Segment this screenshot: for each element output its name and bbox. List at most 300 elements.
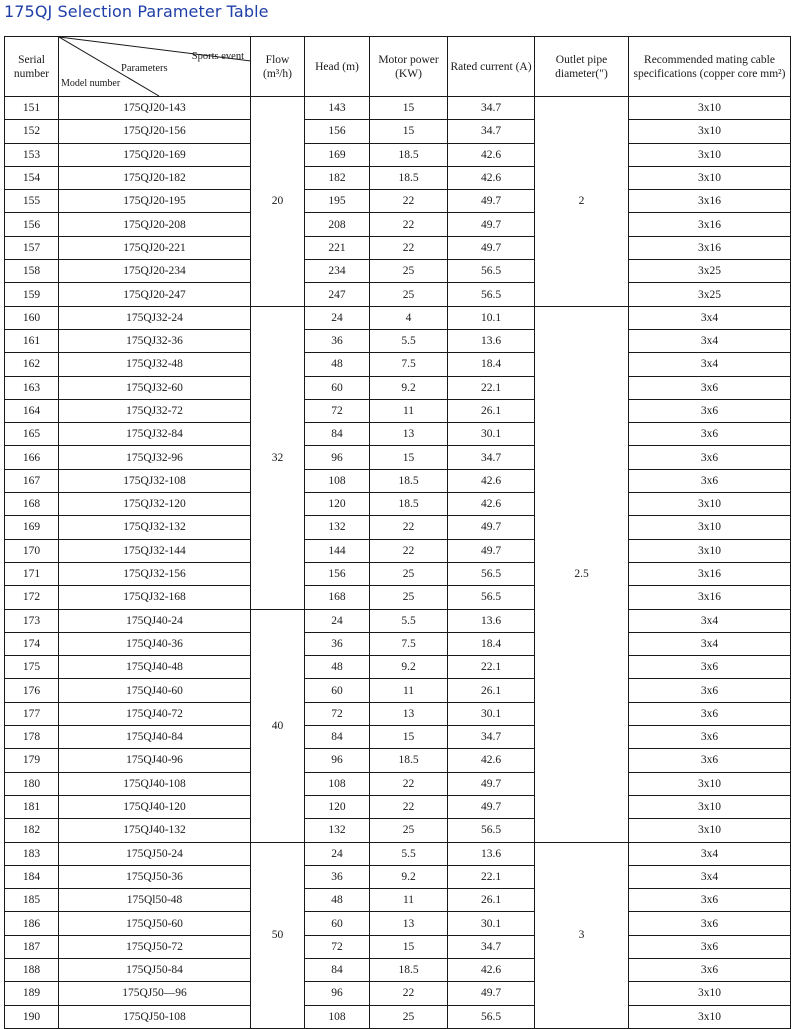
cell-serial: 167 <box>5 469 59 492</box>
diag-label-top: Sports event <box>191 51 244 62</box>
cell-serial: 177 <box>5 702 59 725</box>
cell-head: 132 <box>305 516 370 539</box>
page-title: 175QJ Selection Parameter Table <box>4 2 269 21</box>
cell-serial: 163 <box>5 376 59 399</box>
cell-motor-power: 22 <box>370 772 448 795</box>
cell-model: 175QJ32-108 <box>59 469 251 492</box>
cell-flow: 32 <box>251 306 305 609</box>
table-row <box>5 889 791 912</box>
cell-motor-power: 25 <box>370 283 448 306</box>
cell-head: 108 <box>305 1005 370 1028</box>
table-row <box>5 213 791 236</box>
cell-model: 175QJ40-96 <box>59 749 251 772</box>
cell-head: 36 <box>305 632 370 655</box>
cell-head: 24 <box>305 306 370 329</box>
cell-rated-current: 34.7 <box>448 726 535 749</box>
cell-model: 175QJ40-120 <box>59 795 251 818</box>
cell-rated-current: 49.7 <box>448 236 535 259</box>
cell-rated-current: 10.1 <box>448 306 535 329</box>
cell-serial: 151 <box>5 97 59 120</box>
cell-serial: 164 <box>5 399 59 422</box>
table-row <box>5 190 791 213</box>
cell-model: 175QJ20-169 <box>59 143 251 166</box>
cell-serial: 183 <box>5 842 59 865</box>
cell-serial: 190 <box>5 1005 59 1028</box>
cell-rated-current: 30.1 <box>448 912 535 935</box>
cell-rated-current: 49.7 <box>448 772 535 795</box>
cell-cable: 3x16 <box>629 236 791 259</box>
cell-motor-power: 15 <box>370 446 448 469</box>
cell-model: 175QJ32-48 <box>59 353 251 376</box>
cell-model: 175QJ50—96 <box>59 982 251 1005</box>
cell-rated-current: 49.7 <box>448 539 535 562</box>
cell-model: 175QJ20-208 <box>59 213 251 236</box>
cell-model: 175QJ32-144 <box>59 539 251 562</box>
cell-serial: 184 <box>5 865 59 888</box>
header-serial: Serial number <box>5 37 59 97</box>
cell-rated-current: 13.6 <box>448 842 535 865</box>
cell-rated-current: 34.7 <box>448 446 535 469</box>
cell-model: 175QJ50-36 <box>59 865 251 888</box>
cell-rated-current: 49.7 <box>448 213 535 236</box>
cell-head: 132 <box>305 819 370 842</box>
table-row <box>5 935 791 958</box>
cell-head: 24 <box>305 609 370 632</box>
cell-cable: 3x25 <box>629 283 791 306</box>
cell-rated-current: 49.7 <box>448 190 535 213</box>
cell-cable: 3x4 <box>629 353 791 376</box>
cell-head: 24 <box>305 842 370 865</box>
table-row <box>5 586 791 609</box>
cell-model: 175QJ32-120 <box>59 493 251 516</box>
cell-cable: 3x16 <box>629 562 791 585</box>
cell-rated-current: 56.5 <box>448 586 535 609</box>
table-row <box>5 609 791 632</box>
table-row <box>5 516 791 539</box>
cell-head: 156 <box>305 120 370 143</box>
cell-motor-power: 7.5 <box>370 632 448 655</box>
cell-motor-power: 25 <box>370 1005 448 1028</box>
cell-model: 175QJ40-24 <box>59 609 251 632</box>
cell-head: 221 <box>305 236 370 259</box>
cell-serial: 173 <box>5 609 59 632</box>
cell-serial: 186 <box>5 912 59 935</box>
cell-cable: 3x10 <box>629 493 791 516</box>
cell-model: 175QJ40-132 <box>59 819 251 842</box>
cell-head: 60 <box>305 912 370 935</box>
cell-motor-power: 5.5 <box>370 329 448 352</box>
cell-rated-current: 22.1 <box>448 376 535 399</box>
cell-motor-power: 22 <box>370 516 448 539</box>
cell-serial: 181 <box>5 795 59 818</box>
cell-cable: 3x16 <box>629 586 791 609</box>
cell-cable: 3x4 <box>629 306 791 329</box>
cell-serial: 170 <box>5 539 59 562</box>
cell-model: 175QJ40-72 <box>59 702 251 725</box>
cell-rated-current: 18.4 <box>448 632 535 655</box>
cell-cable: 3x4 <box>629 842 791 865</box>
cell-head: 36 <box>305 329 370 352</box>
cell-cable: 3x4 <box>629 865 791 888</box>
cell-rated-current: 13.6 <box>448 609 535 632</box>
cell-cable: 3x6 <box>629 935 791 958</box>
cell-serial: 187 <box>5 935 59 958</box>
cell-head: 96 <box>305 446 370 469</box>
cell-motor-power: 11 <box>370 679 448 702</box>
cell-serial: 155 <box>5 190 59 213</box>
cell-model: 175QJ40-84 <box>59 726 251 749</box>
cell-head: 36 <box>305 865 370 888</box>
table-row <box>5 306 791 329</box>
header-row <box>5 37 791 97</box>
cell-model: 175QJ50-60 <box>59 912 251 935</box>
cell-rated-current: 42.6 <box>448 166 535 189</box>
cell-serial: 153 <box>5 143 59 166</box>
table-row <box>5 493 791 516</box>
cell-cable: 3x6 <box>629 702 791 725</box>
cell-rated-current: 56.5 <box>448 1005 535 1028</box>
cell-head: 60 <box>305 679 370 702</box>
cell-motor-power: 18.5 <box>370 493 448 516</box>
table-body <box>5 97 791 1029</box>
cell-motor-power: 22 <box>370 539 448 562</box>
cell-serial: 160 <box>5 306 59 329</box>
table-row <box>5 656 791 679</box>
cell-cable: 3x10 <box>629 97 791 120</box>
cell-head: 72 <box>305 702 370 725</box>
cell-motor-power: 5.5 <box>370 609 448 632</box>
cell-motor-power: 25 <box>370 260 448 283</box>
cell-serial: 161 <box>5 329 59 352</box>
cell-motor-power: 22 <box>370 213 448 236</box>
cell-head: 72 <box>305 399 370 422</box>
cell-rated-current: 49.7 <box>448 982 535 1005</box>
cell-motor-power: 13 <box>370 423 448 446</box>
cell-motor-power: 9.2 <box>370 865 448 888</box>
header-cable: Recommended mating cable specifications (copper core mm²) <box>629 37 791 97</box>
cell-model: 175QJ50-24 <box>59 842 251 865</box>
header-outlet: Outlet pipe diameter(″) <box>535 37 629 97</box>
cell-serial: 172 <box>5 586 59 609</box>
cell-rated-current: 22.1 <box>448 865 535 888</box>
cell-head: 108 <box>305 469 370 492</box>
cell-cable: 3x6 <box>629 656 791 679</box>
cell-cable: 3x6 <box>629 376 791 399</box>
cell-model: 175QJ32-156 <box>59 562 251 585</box>
cell-rated-current: 34.7 <box>448 97 535 120</box>
table-row <box>5 819 791 842</box>
cell-cable: 3x6 <box>629 469 791 492</box>
cell-head: 120 <box>305 493 370 516</box>
cell-cable: 3x10 <box>629 143 791 166</box>
cell-model: 175QJ20-195 <box>59 190 251 213</box>
cell-motor-power: 11 <box>370 399 448 422</box>
diag-label-mid: Parameters <box>121 63 168 74</box>
cell-head: 84 <box>305 726 370 749</box>
cell-motor-power: 15 <box>370 97 448 120</box>
cell-model: 175QJ50-84 <box>59 958 251 981</box>
cell-head: 143 <box>305 97 370 120</box>
cell-motor-power: 18.5 <box>370 958 448 981</box>
cell-serial: 176 <box>5 679 59 702</box>
table-row <box>5 562 791 585</box>
cell-cable: 3x10 <box>629 516 791 539</box>
cell-cable: 3x6 <box>629 889 791 912</box>
cell-serial: 175 <box>5 656 59 679</box>
cell-serial: 156 <box>5 213 59 236</box>
cell-cable: 3x16 <box>629 190 791 213</box>
cell-head: 144 <box>305 539 370 562</box>
cell-head: 96 <box>305 749 370 772</box>
table-row <box>5 679 791 702</box>
cell-motor-power: 22 <box>370 190 448 213</box>
cell-model: 175QJ40-60 <box>59 679 251 702</box>
cell-motor-power: 18.5 <box>370 166 448 189</box>
cell-rated-current: 42.6 <box>448 143 535 166</box>
cell-motor-power: 15 <box>370 120 448 143</box>
table-row <box>5 399 791 422</box>
cell-head: 247 <box>305 283 370 306</box>
table-row <box>5 982 791 1005</box>
cell-motor-power: 18.5 <box>370 469 448 492</box>
cell-cable: 3x6 <box>629 958 791 981</box>
cell-head: 48 <box>305 353 370 376</box>
cell-rated-current: 42.6 <box>448 958 535 981</box>
table-row <box>5 749 791 772</box>
cell-head: 84 <box>305 423 370 446</box>
cell-rated-current: 34.7 <box>448 935 535 958</box>
cell-serial: 178 <box>5 726 59 749</box>
cell-model: 175QJ50-108 <box>59 1005 251 1028</box>
cell-serial: 179 <box>5 749 59 772</box>
table-row <box>5 1005 791 1028</box>
table-row <box>5 446 791 469</box>
cell-motor-power: 15 <box>370 726 448 749</box>
cell-motor-power: 22 <box>370 982 448 1005</box>
table-row <box>5 772 791 795</box>
table-row <box>5 260 791 283</box>
cell-motor-power: 18.5 <box>370 143 448 166</box>
cell-serial: 171 <box>5 562 59 585</box>
cell-model: 175QJ32-60 <box>59 376 251 399</box>
table-row <box>5 236 791 259</box>
cell-cable: 3x10 <box>629 982 791 1005</box>
cell-serial: 162 <box>5 353 59 376</box>
cell-cable: 3x6 <box>629 399 791 422</box>
cell-cable: 3x10 <box>629 795 791 818</box>
cell-serial: 189 <box>5 982 59 1005</box>
cell-serial: 188 <box>5 958 59 981</box>
cell-head: 72 <box>305 935 370 958</box>
cell-serial: 185 <box>5 889 59 912</box>
cell-cable: 3x10 <box>629 166 791 189</box>
table-row <box>5 958 791 981</box>
cell-rated-current: 34.7 <box>448 120 535 143</box>
cell-motor-power: 25 <box>370 562 448 585</box>
cell-motor-power: 9.2 <box>370 656 448 679</box>
cell-head: 208 <box>305 213 370 236</box>
cell-model: 175QJ20-221 <box>59 236 251 259</box>
cell-serial: 152 <box>5 120 59 143</box>
cell-flow: 20 <box>251 97 305 307</box>
table-row <box>5 329 791 352</box>
cell-rated-current: 30.1 <box>448 423 535 446</box>
cell-rated-current: 26.1 <box>448 889 535 912</box>
cell-model: 175QJ20-234 <box>59 260 251 283</box>
cell-rated-current: 49.7 <box>448 516 535 539</box>
cell-model: 175QJ32-96 <box>59 446 251 469</box>
header-diagonal-cell <box>59 37 251 97</box>
cell-serial: 154 <box>5 166 59 189</box>
cell-serial: 168 <box>5 493 59 516</box>
cell-rated-current: 56.5 <box>448 283 535 306</box>
table-row <box>5 97 791 120</box>
cell-cable: 3x4 <box>629 632 791 655</box>
cell-cable: 3x6 <box>629 912 791 935</box>
cell-model: 175QJ20-247 <box>59 283 251 306</box>
header-rated-current: Rated current (A) <box>448 37 535 97</box>
cell-cable: 3x10 <box>629 772 791 795</box>
table-row <box>5 353 791 376</box>
cell-serial: 158 <box>5 260 59 283</box>
table-row <box>5 912 791 935</box>
cell-motor-power: 11 <box>370 889 448 912</box>
cell-motor-power: 13 <box>370 912 448 935</box>
cell-cable: 3x6 <box>629 446 791 469</box>
cell-head: 234 <box>305 260 370 283</box>
cell-head: 120 <box>305 795 370 818</box>
header-head: Head (m) <box>305 37 370 97</box>
cell-head: 84 <box>305 958 370 981</box>
cell-motor-power: 22 <box>370 236 448 259</box>
cell-model: 175Ql50-48 <box>59 889 251 912</box>
cell-serial: 159 <box>5 283 59 306</box>
cell-outlet: 3 <box>535 842 629 1028</box>
cell-model: 175QJ20-182 <box>59 166 251 189</box>
cell-rated-current: 42.6 <box>448 493 535 516</box>
cell-motor-power: 18.5 <box>370 749 448 772</box>
cell-head: 169 <box>305 143 370 166</box>
cell-serial: 169 <box>5 516 59 539</box>
header-motor-power: Motor power (KW) <box>370 37 448 97</box>
cell-cable: 3x4 <box>629 609 791 632</box>
table-row <box>5 632 791 655</box>
cell-cable: 3x10 <box>629 819 791 842</box>
cell-model: 175QJ32-72 <box>59 399 251 422</box>
diag-label-bottom: Model number <box>61 78 121 89</box>
cell-rated-current: 56.5 <box>448 562 535 585</box>
cell-motor-power: 25 <box>370 819 448 842</box>
cell-outlet: 2.5 <box>535 306 629 842</box>
cell-cable: 3x10 <box>629 539 791 562</box>
cell-cable: 3x6 <box>629 679 791 702</box>
cell-cable: 3x10 <box>629 120 791 143</box>
cell-cable: 3x25 <box>629 260 791 283</box>
cell-serial: 174 <box>5 632 59 655</box>
table-row <box>5 539 791 562</box>
cell-outlet: 2 <box>535 97 629 307</box>
table-row <box>5 795 791 818</box>
cell-motor-power: 9.2 <box>370 376 448 399</box>
cell-cable: 3x10 <box>629 1005 791 1028</box>
table-row <box>5 423 791 446</box>
cell-serial: 165 <box>5 423 59 446</box>
cell-head: 48 <box>305 889 370 912</box>
cell-head: 108 <box>305 772 370 795</box>
cell-rated-current: 42.6 <box>448 749 535 772</box>
cell-head: 156 <box>305 562 370 585</box>
cell-model: 175QJ32-24 <box>59 306 251 329</box>
cell-model: 175QJ32-132 <box>59 516 251 539</box>
cell-model: 175QJ40-108 <box>59 772 251 795</box>
cell-rated-current: 13.6 <box>448 329 535 352</box>
cell-motor-power: 13 <box>370 702 448 725</box>
cell-model: 175QJ32-36 <box>59 329 251 352</box>
cell-rated-current: 22.1 <box>448 656 535 679</box>
table-row <box>5 166 791 189</box>
table-row <box>5 143 791 166</box>
cell-model: 175QJ32-168 <box>59 586 251 609</box>
cell-rated-current: 30.1 <box>448 702 535 725</box>
table-row <box>5 726 791 749</box>
cell-motor-power: 5.5 <box>370 842 448 865</box>
cell-head: 96 <box>305 982 370 1005</box>
cell-serial: 157 <box>5 236 59 259</box>
cell-head: 60 <box>305 376 370 399</box>
cell-head: 168 <box>305 586 370 609</box>
cell-rated-current: 56.5 <box>448 819 535 842</box>
cell-model: 175QJ20-156 <box>59 120 251 143</box>
cell-serial: 182 <box>5 819 59 842</box>
table-row <box>5 702 791 725</box>
cell-cable: 3x6 <box>629 749 791 772</box>
parameter-table <box>4 36 791 1029</box>
table-row <box>5 283 791 306</box>
cell-motor-power: 22 <box>370 795 448 818</box>
cell-rated-current: 26.1 <box>448 399 535 422</box>
cell-model: 175QJ32-84 <box>59 423 251 446</box>
cell-model: 175QJ40-48 <box>59 656 251 679</box>
cell-model: 175QJ50-72 <box>59 935 251 958</box>
cell-cable: 3x4 <box>629 329 791 352</box>
cell-flow: 50 <box>251 842 305 1028</box>
cell-rated-current: 56.5 <box>448 260 535 283</box>
table-row <box>5 469 791 492</box>
cell-rated-current: 26.1 <box>448 679 535 702</box>
cell-flow: 40 <box>251 609 305 842</box>
cell-rated-current: 49.7 <box>448 795 535 818</box>
cell-motor-power: 7.5 <box>370 353 448 376</box>
cell-head: 195 <box>305 190 370 213</box>
table-row <box>5 376 791 399</box>
cell-motor-power: 4 <box>370 306 448 329</box>
header-flow: Flow (m³/h) <box>251 37 305 97</box>
cell-model: 175QJ40-36 <box>59 632 251 655</box>
cell-cable: 3x16 <box>629 213 791 236</box>
cell-serial: 166 <box>5 446 59 469</box>
table-row <box>5 842 791 865</box>
cell-cable: 3x6 <box>629 726 791 749</box>
cell-head: 182 <box>305 166 370 189</box>
cell-rated-current: 42.6 <box>448 469 535 492</box>
cell-motor-power: 15 <box>370 935 448 958</box>
cell-cable: 3x6 <box>629 423 791 446</box>
cell-model: 175QJ20-143 <box>59 97 251 120</box>
table-row <box>5 865 791 888</box>
table-row <box>5 120 791 143</box>
cell-motor-power: 25 <box>370 586 448 609</box>
cell-rated-current: 18.4 <box>448 353 535 376</box>
